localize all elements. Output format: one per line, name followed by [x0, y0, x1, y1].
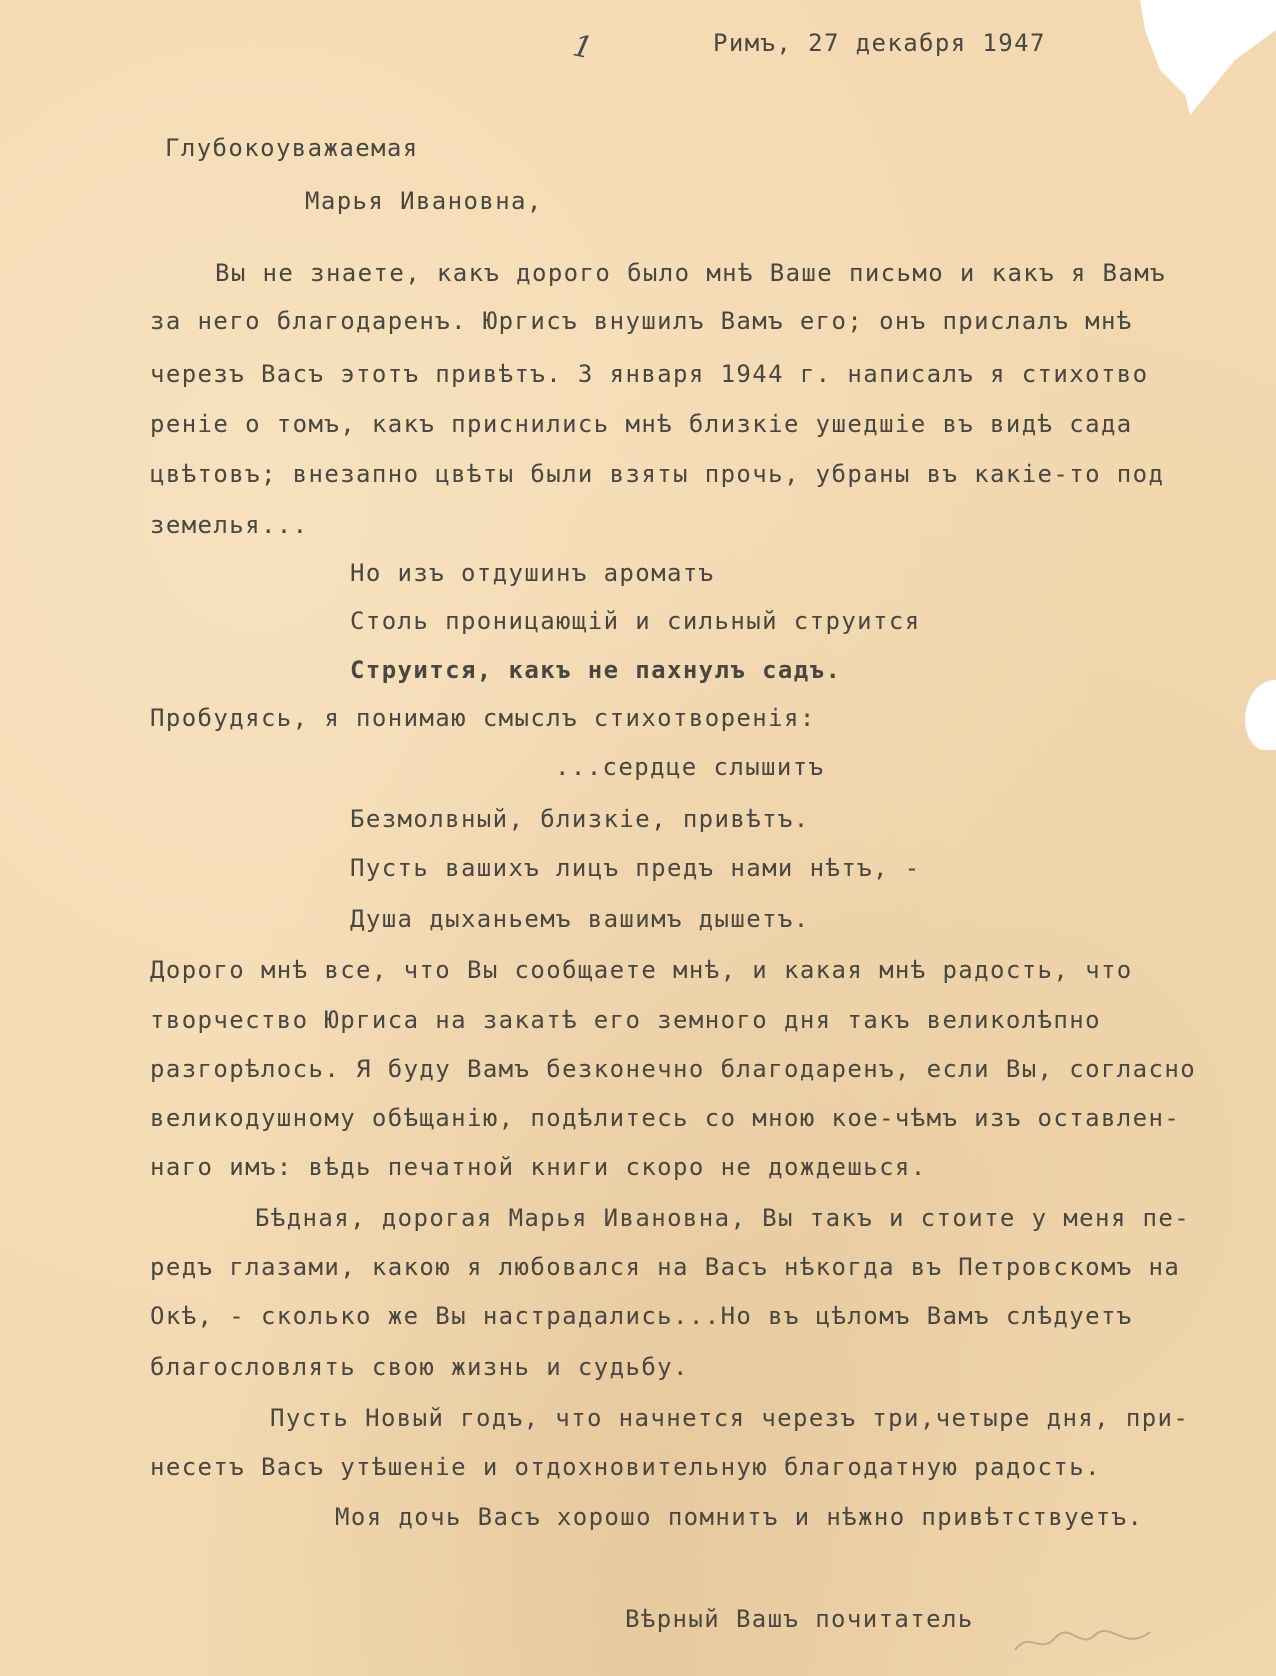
verse2-line-2: Безмолвный, близкіе, привѣтъ. [350, 805, 810, 833]
paragraph1-line-4: реніе о томъ, какъ приснились мнѣ близкіе ушедшіе въ видѣ сада [150, 410, 1133, 438]
signature-scribble [1010, 1620, 1160, 1660]
verse1-line-3: Струится, какъ не пахнулъ садъ. [350, 656, 842, 684]
paragraph4-line-1: Пусть Новый годъ, что начнется черезъ три,четыре дня, при- [270, 1404, 1190, 1432]
paragraph1-line-2: за него благодаренъ. Юргисъ внушилъ Вамъ его; онъ прислалъ мнѣ [150, 307, 1133, 335]
verse2-line-3: Пусть вашихъ лицъ предъ нами нѣтъ, - [350, 854, 921, 882]
paragraph2-line-1: Дорого мнѣ все, что Вы сообщаете мнѣ, и какая мнѣ радость, что [150, 956, 1133, 984]
paragraph3-line-2: редъ глазами, какою я любовался на Васъ нѣкогда въ Петровскомъ на [150, 1253, 1181, 1281]
paragraph1-line-5: цвѣтовъ; внезапно цвѣты были взяты прочь, убраны въ какіе-то под [150, 460, 1165, 488]
paragraph3-line-4: благословлять свою жизнь и судьбу. [150, 1353, 689, 1381]
paragraph1-line-1: Вы не знаете, какъ дорого было мнѣ Ваше письмо и какъ я Вамъ [215, 259, 1166, 287]
closing-line: Вѣрный Вашъ почитатель [625, 1605, 974, 1633]
verse1-line-1: Но изъ отдушинъ ароматъ [350, 559, 715, 587]
paragraph2-line-5: наго имъ: вѣдь печатной книги скоро не дождешься. [150, 1153, 927, 1181]
paragraph5-line: Моя дочь Васъ хорошо помнитъ и нѣжно привѣтствуетъ. [335, 1503, 1144, 1531]
salutation-line-2: Марья Ивановна, [305, 187, 543, 215]
paragraph2-line-3: разгорѣлось. Я буду Вамъ безконечно благодаренъ, если Вы, согласно [150, 1055, 1197, 1083]
paragraph3-line-1: Бѣдная, дорогая Марья Ивановна, Вы такъ и стоите у меня пе- [255, 1204, 1191, 1232]
transition-line: Пробудясь, я понимаю смыслъ стихотворенія: [150, 704, 816, 732]
verse2-line-1: ...сердце слышитъ [555, 753, 825, 781]
paragraph2-line-2: творчество Юргиса на закатѣ его земного дня такъ великолѣпно [150, 1006, 1101, 1034]
paragraph2-line-4: великодушному обѣщанію, подѣлитесь со мною кое-чѣмъ изъ оставлен- [150, 1104, 1181, 1132]
verse1-line-2: Столь проницающій и сильный струится [350, 607, 921, 635]
handwritten-page-number: 1 [569, 28, 596, 67]
paragraph1-line-6: земелья... [150, 511, 309, 539]
salutation-line-1: Глубокоуважаемая [165, 134, 419, 162]
paragraph1-line-3: черезъ Васъ этотъ привѣтъ. 3 января 1944 г. написалъ я стихотво [150, 360, 1149, 388]
paragraph3-line-3: Окѣ, - сколько же Вы настрадались...Но въ цѣломъ Вамъ слѣдуетъ [150, 1302, 1133, 1330]
verse2-line-4: Душа дыханьемъ вашимъ дышетъ. [350, 905, 810, 933]
dateline: Римъ, 27 декабря 1947 [713, 29, 1046, 57]
paragraph4-line-2: несетъ Васъ утѣшеніе и отдохновительную благодатную радость. [150, 1453, 1101, 1481]
